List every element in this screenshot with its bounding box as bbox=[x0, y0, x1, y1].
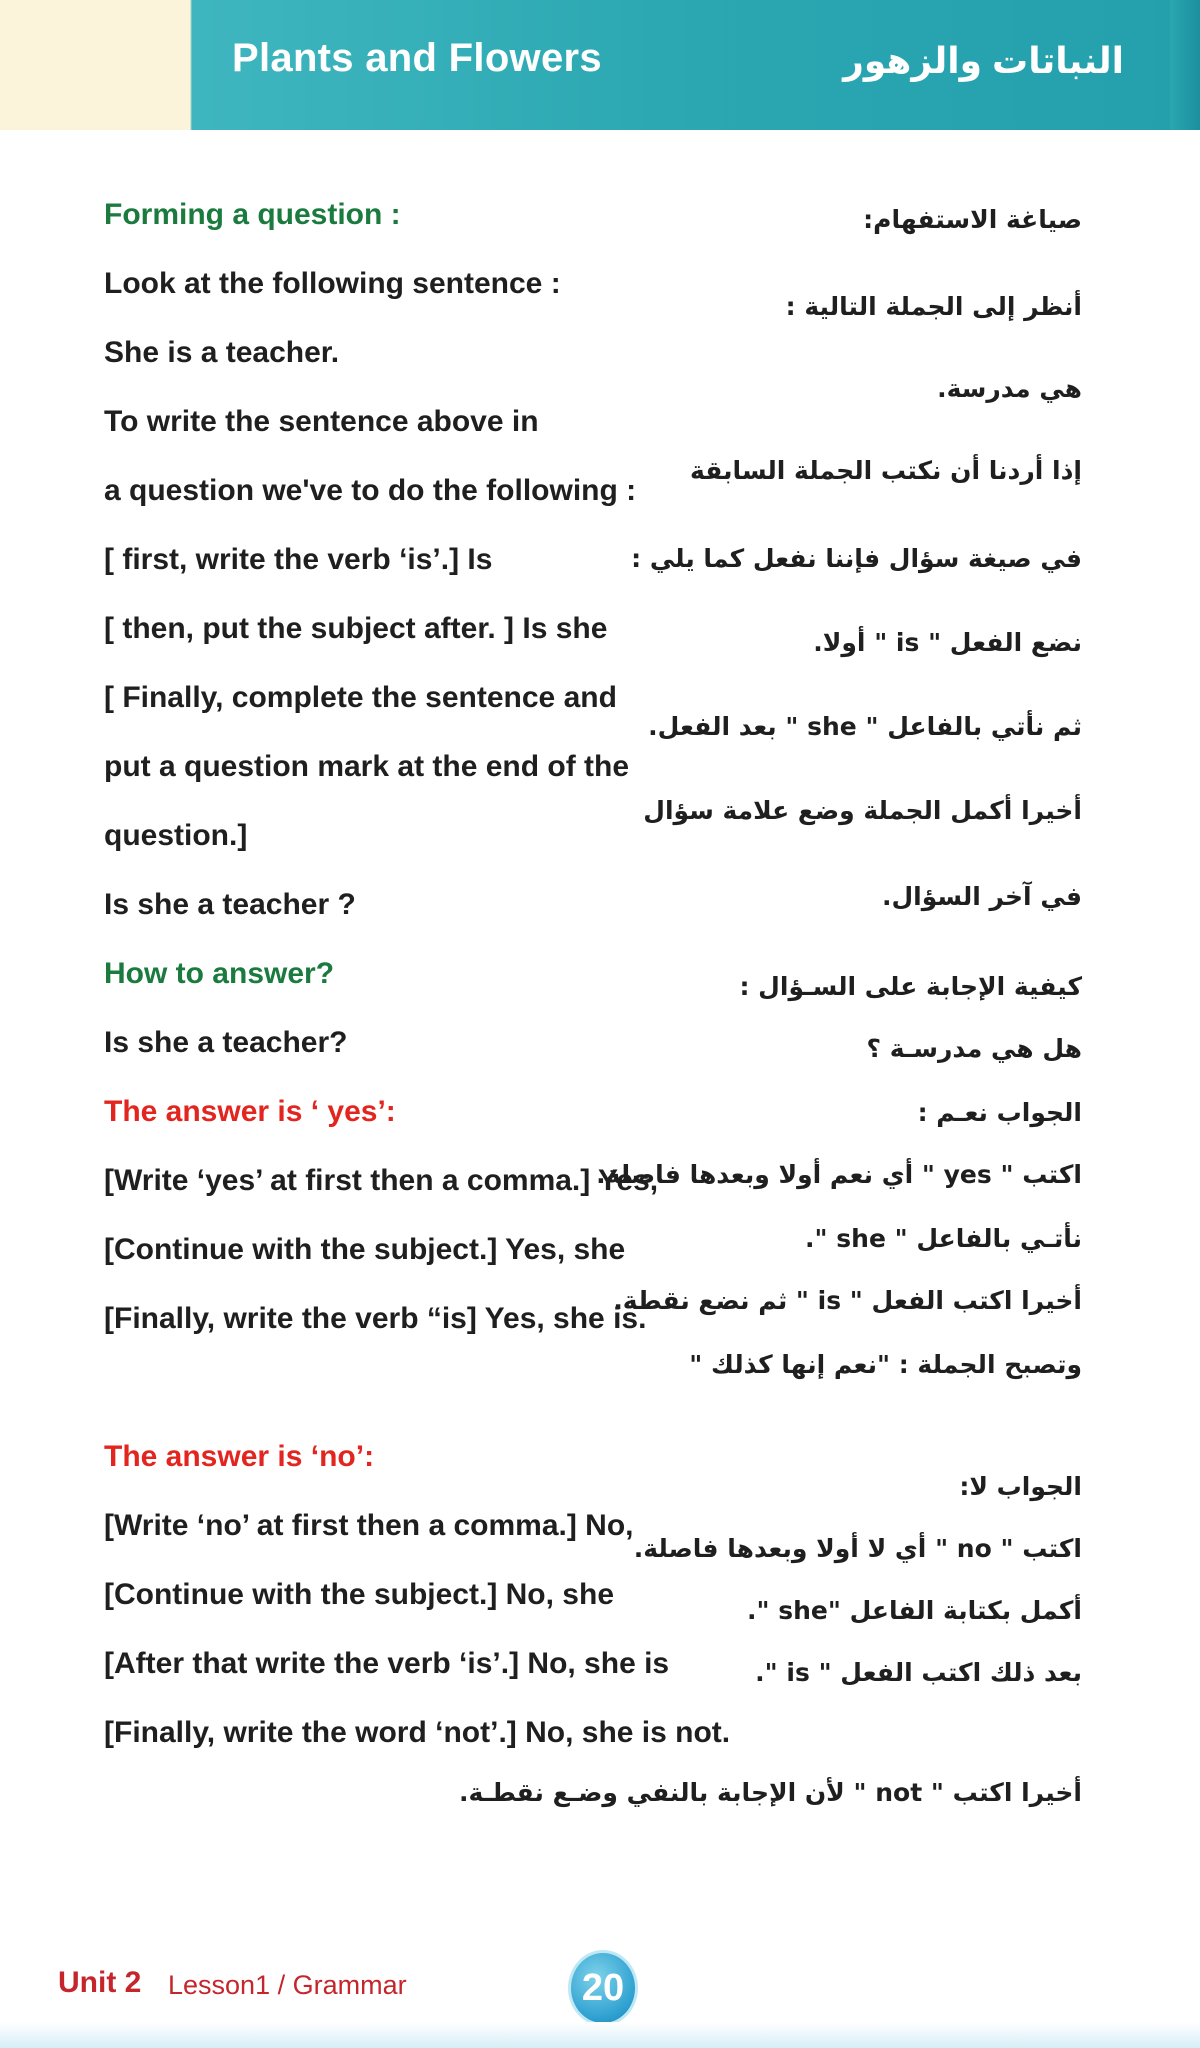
english-line: [Finally, write the word ‘not’.] No, she is not. bbox=[104, 1716, 731, 1749]
english-line: [ then, put the subject after. ] Is she bbox=[104, 612, 608, 645]
english-line: put a question mark at the end of the bbox=[104, 750, 630, 783]
english-line: [Continue with the subject.] No, she bbox=[104, 1578, 614, 1611]
english-line: [After that write the verb ‘is’.] No, she is bbox=[104, 1647, 670, 1680]
page-title-arabic: النباتات والزهور bbox=[843, 40, 1124, 81]
arabic-line: اكتب " no " أي لا أولا وبعدها فاصلة. bbox=[633, 1534, 1082, 1563]
arabic-line: ثم نأتي بالفاعل " she " بعد الفعل. bbox=[648, 712, 1082, 741]
arabic-line: أكمل بكتابة الفاعل "she ". bbox=[747, 1596, 1082, 1625]
arabic-line: أخيرا اكتب الفعل " is " ثم نضع نقطة. bbox=[613, 1286, 1082, 1315]
arabic-line: أنظر إلى الجملة التالية : bbox=[785, 292, 1082, 321]
header-right-edge bbox=[1170, 0, 1200, 130]
page-number: 20 bbox=[581, 1966, 625, 2009]
english-line: To write the sentence above in bbox=[104, 405, 539, 438]
answer-yes-heading: The answer is ‘ yes’: bbox=[104, 1095, 396, 1128]
footer-unit-label: Unit 2 bbox=[58, 1966, 142, 1999]
arabic-line: أخيرا اكتب " not " لأن الإجابة بالنفي وضـع نقطـة. bbox=[458, 1778, 1082, 1807]
arabic-line: اكتب " yes " أي نعم أولا وبعدها فاصلة. bbox=[596, 1160, 1082, 1189]
arabic-line: بعد ذلك اكتب الفعل " is ". bbox=[755, 1658, 1082, 1687]
english-line: [ first, write the verb ‘is’.] Is bbox=[104, 543, 493, 576]
english-line: She is a teacher. bbox=[104, 336, 340, 369]
page-title-english: Plants and Flowers bbox=[232, 36, 602, 80]
english-line: [Write ‘no’ at first then a comma.] No, bbox=[104, 1509, 634, 1542]
english-line: [Finally, write the verb “is] Yes, she is. bbox=[104, 1302, 647, 1335]
arabic-line: كيفية الإجابة على السـؤال : bbox=[739, 972, 1082, 1001]
arabic-line: هي مدرسة. bbox=[937, 374, 1082, 403]
arabic-line: في آخر السؤال. bbox=[881, 882, 1082, 911]
arabic-line: وتصبح الجملة : "نعم إنها كذلك " bbox=[689, 1350, 1082, 1379]
header-left-panel bbox=[0, 0, 190, 130]
english-line: Is she a teacher? bbox=[104, 1026, 348, 1059]
arabic-line: في صيغة سؤال فإننا نفعل كما يلي : bbox=[631, 544, 1082, 573]
english-line: Look at the following sentence : bbox=[104, 267, 561, 300]
forming-question-heading: Forming a question : bbox=[104, 198, 401, 231]
answer-no-heading: The answer is ‘no’: bbox=[104, 1440, 375, 1473]
english-line: question.] bbox=[104, 819, 248, 852]
arabic-line: نأتـي بالفاعل " she ". bbox=[805, 1224, 1082, 1253]
arabic-line: صياغة الاستفهام: bbox=[863, 205, 1082, 234]
page-number-badge bbox=[568, 1950, 638, 2026]
english-line: [Continue with the subject.] Yes, she bbox=[104, 1233, 626, 1266]
arabic-line: الجواب نعـم : bbox=[917, 1098, 1082, 1127]
page-header bbox=[0, 0, 1200, 130]
how-to-answer-heading: How to answer? bbox=[104, 957, 335, 990]
arabic-line: نضع الفعل " is " أولا. bbox=[813, 628, 1082, 657]
bottom-strip bbox=[0, 2022, 1200, 2048]
footer-lesson-label: Lesson1 / Grammar bbox=[168, 1970, 407, 2000]
english-line: [Write ‘yes’ at first then a comma.] Yes, bbox=[104, 1164, 659, 1197]
english-line: Is she a teacher ? bbox=[104, 888, 356, 921]
arabic-line: إذا أردنا أن نكتب الجملة السابقة bbox=[690, 456, 1082, 485]
english-line: [ Finally, complete the sentence and bbox=[104, 681, 617, 714]
arabic-line: هل هي مدرسـة ؟ bbox=[866, 1034, 1082, 1063]
arabic-line: أخيرا أكمل الجملة وضع علامة سؤال bbox=[643, 796, 1082, 825]
arabic-line: الجواب لا: bbox=[959, 1472, 1082, 1501]
english-line: a question we've to do the following : bbox=[104, 474, 637, 507]
